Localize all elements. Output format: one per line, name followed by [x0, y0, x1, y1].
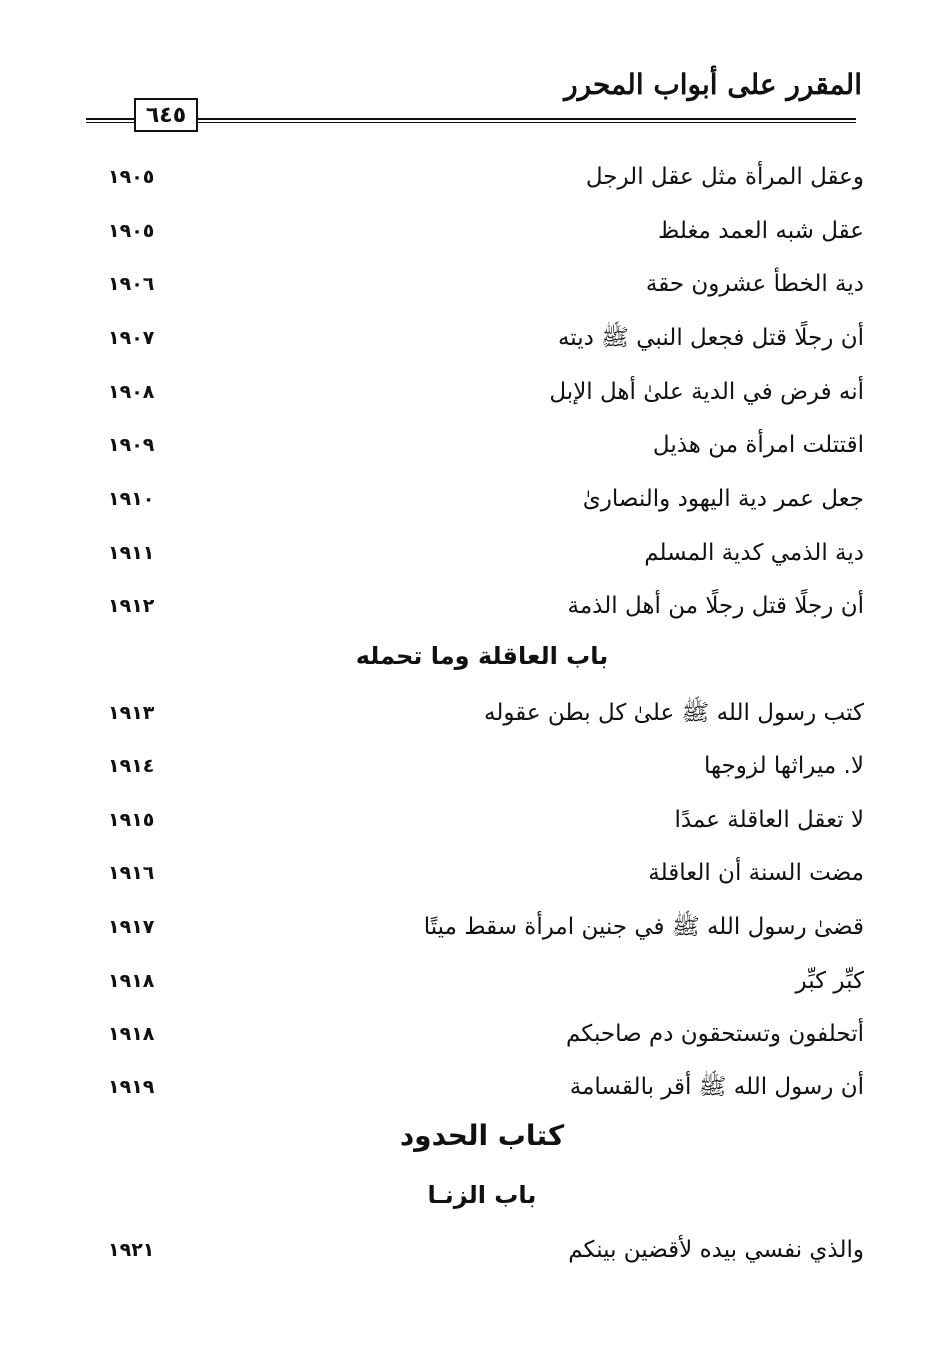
index-entry — [100, 693, 864, 733]
entry-text: دية الخطأ عشرون حقة — [645, 271, 864, 297]
entry-number: ١٩٠٦ — [108, 273, 155, 295]
entry-text: اقتتلت امرأة من هذيل — [652, 432, 864, 458]
entry-number: ١٩٢١ — [108, 1239, 155, 1261]
entry-number: ١٩١٨ — [108, 970, 155, 992]
index-entry — [100, 586, 864, 626]
index-entry — [100, 1230, 864, 1270]
index-entry — [100, 1067, 864, 1107]
index-entry — [100, 264, 864, 304]
entry-text: أن رسول الله ﷺ أقر بالقسامة — [569, 1074, 864, 1100]
index-entry — [100, 800, 864, 840]
entry-text: أنه فرض في الدية علىٰ أهل الإبل — [549, 379, 864, 405]
entry-text: وعقل المرأة مثل عقل الرجل — [585, 164, 864, 190]
entry-text: لا تعقل العاقلة عمدًا — [674, 807, 864, 833]
index-entry — [100, 907, 864, 947]
running-title: المقرر على أبواب المحرر — [564, 68, 862, 101]
index-entry — [100, 961, 864, 1001]
entry-text: جعل عمر دية اليهود والنصارىٰ — [582, 486, 864, 512]
entry-number: ١٩١٨ — [108, 1023, 155, 1045]
entry-text: كتب رسول الله ﷺ علىٰ كل بطن عقوله — [484, 700, 864, 726]
entry-number: ١٩١٦ — [108, 862, 155, 884]
index-entry — [100, 533, 864, 573]
entry-text: دية الذمي كدية المسلم — [644, 540, 864, 566]
index-entry — [100, 425, 864, 465]
entry-number: ١٩٠٨ — [108, 381, 155, 403]
book-heading: كتاب الحدود — [399, 1119, 565, 1152]
index-entry — [100, 746, 864, 786]
index-entry — [100, 211, 864, 251]
index-entry — [100, 318, 864, 358]
entry-number: ١٩١١ — [108, 542, 155, 564]
index-entry — [100, 372, 864, 412]
page-number-box — [134, 98, 198, 132]
header-rule — [86, 118, 856, 120]
entry-number: ١٩٠٩ — [108, 434, 155, 456]
entry-text: مضت السنة أن العاقلة — [648, 860, 864, 886]
entry-number: ١٩٠٧ — [108, 327, 155, 349]
entry-number: ١٩١٣ — [108, 702, 155, 724]
entry-text: والذي نفسي بيده لأقضين بينكم — [568, 1237, 864, 1263]
entry-number: ١٩١٥ — [108, 809, 155, 831]
entry-number: ١٩١٩ — [108, 1076, 155, 1098]
entry-text: أن رجلًا قتل رجلًا من أهل الذمة — [567, 593, 864, 619]
index-entry — [100, 853, 864, 893]
entry-number: ١٩١٧ — [108, 916, 155, 938]
entry-text: كبِّر كبِّر — [795, 968, 864, 994]
section-heading: باب الزنـا — [427, 1181, 537, 1209]
page-number: ٦٤٥ — [145, 102, 187, 128]
entry-number: ١٩٠٥ — [108, 166, 155, 188]
entry-text: أتحلفون وتستحقون دم صاحبكم — [565, 1021, 864, 1047]
entry-text: قضىٰ رسول الله ﷺ في جنين امرأة سقط ميتًا — [423, 914, 864, 940]
index-entry — [100, 157, 864, 197]
section-heading: باب العاقلة وما تحمله — [355, 642, 609, 670]
entry-number: ١٩١٠ — [108, 488, 155, 510]
index-entry — [100, 479, 864, 519]
entry-number: ١٩١٤ — [108, 755, 155, 777]
header-rule-thin — [86, 122, 856, 123]
entry-number: ١٩١٢ — [108, 595, 155, 617]
entry-text: عقل شبه العمد مغلظ — [658, 218, 864, 244]
entry-number: ١٩٠٥ — [108, 220, 155, 242]
entry-text: لا. ميراثها لزوجها — [703, 753, 864, 779]
entry-text: أن رجلًا قتل فجعل النبي ﷺ ديته — [557, 325, 864, 351]
index-entry — [100, 1014, 864, 1054]
